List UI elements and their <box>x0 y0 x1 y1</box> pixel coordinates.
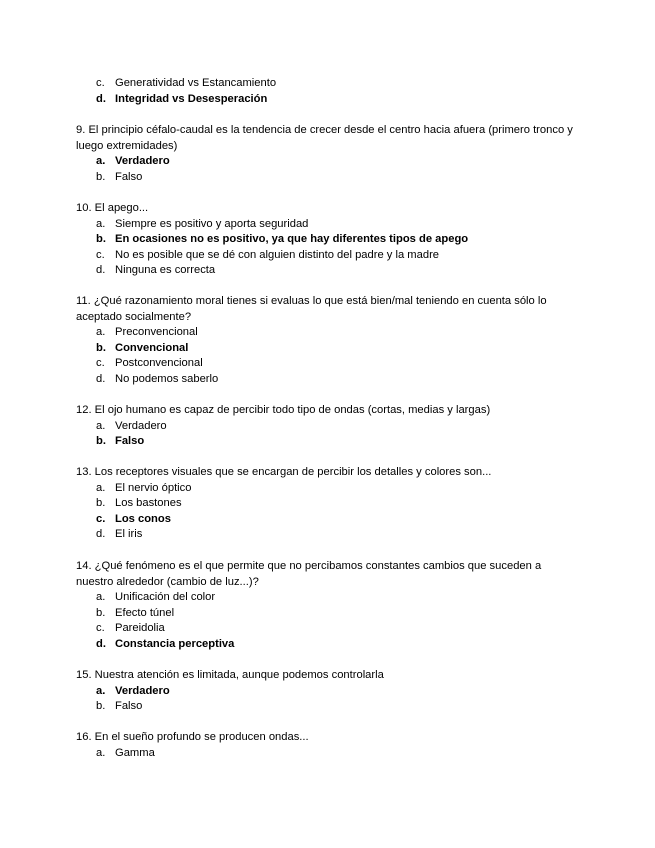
option-letter: c. <box>96 622 105 635</box>
question-text: 11. ¿Qué razonamiento moral tienes si evaluas lo que está bien/mal teniendo en cuenta sólo lo aceptado socialmente? <box>76 295 547 323</box>
option-letter: d. <box>96 528 106 541</box>
question-block-q15 <box>76 668 576 715</box>
options-list <box>76 325 576 387</box>
option-letter: a. <box>96 591 106 604</box>
option-text: Postconvencional <box>115 357 203 370</box>
question-block-q13 <box>76 465 576 543</box>
option-letter: b. <box>96 700 106 713</box>
option-b <box>76 170 576 186</box>
option-text: Falso <box>115 700 143 713</box>
option-text: Pareidolia <box>115 622 165 635</box>
option-text: Efecto túnel <box>115 606 175 619</box>
option-letter: c. <box>96 357 105 370</box>
option-letter: a. <box>96 217 106 230</box>
question-block-q12 <box>76 403 576 450</box>
option-letter: b. <box>96 497 106 510</box>
option-d <box>76 527 576 543</box>
option-letter: a. <box>96 684 106 697</box>
option-text: Falso <box>115 435 145 448</box>
option-a <box>76 746 576 762</box>
option-c <box>76 356 576 372</box>
question-text: 10. El apego... <box>76 202 149 214</box>
option-c <box>76 621 576 637</box>
option-letter: a. <box>96 481 106 494</box>
option-text: Los conos <box>115 512 171 525</box>
options-list <box>76 217 576 279</box>
option-d <box>76 637 576 653</box>
question-text: 16. En el sueño profundo se producen ondas... <box>76 731 309 743</box>
option-letter: b. <box>96 341 106 354</box>
option-d <box>76 263 576 279</box>
question-text: 14. ¿Qué fenómeno es el que permite que no percibamos constantes cambios que suceden a nuestro alrededor (cambio de luz...)? <box>76 560 542 588</box>
options-list <box>76 746 576 762</box>
option-text: En ocasiones no es positivo, ya que hay diferentes tipos de apego <box>115 233 469 246</box>
question-block-q8-tail <box>76 76 576 107</box>
option-a <box>76 481 576 497</box>
option-b <box>76 496 576 512</box>
question-text: 15. Nuestra atención es limitada, aunque podemos controlarla <box>76 669 384 681</box>
option-letter: d. <box>96 264 106 277</box>
option-b <box>76 606 576 622</box>
option-d <box>76 92 576 108</box>
option-text: El nervio óptico <box>115 481 192 494</box>
option-text: Los bastones <box>115 497 182 510</box>
option-text: Integridad vs Desesperación <box>115 92 268 105</box>
question-block-q16 <box>76 730 576 761</box>
option-text: Preconvencional <box>115 326 198 339</box>
question-text: 13. Los receptores visuales que se encargan de percibir los detalles y colores son... <box>76 466 492 478</box>
options-list <box>76 684 576 715</box>
options-list <box>76 590 576 652</box>
option-a <box>76 154 576 170</box>
option-letter: a. <box>96 326 106 339</box>
option-a <box>76 325 576 341</box>
option-letter: c. <box>96 248 105 261</box>
option-text: Siempre es positivo y aporta seguridad <box>115 217 309 230</box>
question-text: 9. El principio céfalo-caudal es la tendencia de crecer desde el centro hacia afuera (primero tronco y luego extremidades) <box>76 124 573 152</box>
option-c <box>76 248 576 264</box>
option-b <box>76 699 576 715</box>
option-letter: b. <box>96 435 106 448</box>
option-b <box>76 341 576 357</box>
option-d <box>76 372 576 388</box>
options-list <box>76 76 576 107</box>
option-text: El iris <box>115 528 143 541</box>
option-text: Constancia perceptiva <box>115 637 235 650</box>
option-c <box>76 512 576 528</box>
option-letter: d. <box>96 92 106 105</box>
option-b <box>76 434 576 450</box>
option-c <box>76 76 576 92</box>
option-text: Verdadero <box>115 684 170 697</box>
option-b <box>76 232 576 248</box>
option-letter: d. <box>96 372 106 385</box>
option-text: Gamma <box>115 746 155 759</box>
option-a <box>76 419 576 435</box>
option-letter: b. <box>96 170 106 183</box>
option-text: No es posible que se dé con alguien distinto del padre y la madre <box>115 248 440 261</box>
question-block-q11 <box>76 294 576 388</box>
option-text: Unificación del color <box>115 591 216 604</box>
option-text: Verdadero <box>115 155 170 168</box>
option-letter: a. <box>96 746 106 759</box>
option-letter: c. <box>96 512 106 525</box>
option-text: No podemos saberlo <box>115 372 219 385</box>
options-list <box>76 481 576 543</box>
option-letter: b. <box>96 606 106 619</box>
question-block-q9 <box>76 123 576 185</box>
option-text: Convencional <box>115 341 189 354</box>
question-block-q10 <box>76 201 576 279</box>
question-block-q14 <box>76 559 576 653</box>
option-a <box>76 217 576 233</box>
question-text: 12. El ojo humano es capaz de percibir todo tipo de ondas (cortas, medias y largas) <box>76 404 491 416</box>
option-letter: d. <box>96 637 106 650</box>
option-text: Ninguna es correcta <box>115 264 216 277</box>
option-letter: c. <box>96 77 105 89</box>
options-list <box>76 154 576 185</box>
options-list <box>76 419 576 450</box>
option-letter: a. <box>96 419 106 432</box>
option-text: Falso <box>115 170 143 183</box>
option-text: Generatividad vs Estancamiento <box>115 77 277 89</box>
option-letter: b. <box>96 233 106 246</box>
option-text: Verdadero <box>115 419 167 432</box>
option-a <box>76 590 576 606</box>
option-a <box>76 684 576 700</box>
option-letter: a. <box>96 155 106 168</box>
